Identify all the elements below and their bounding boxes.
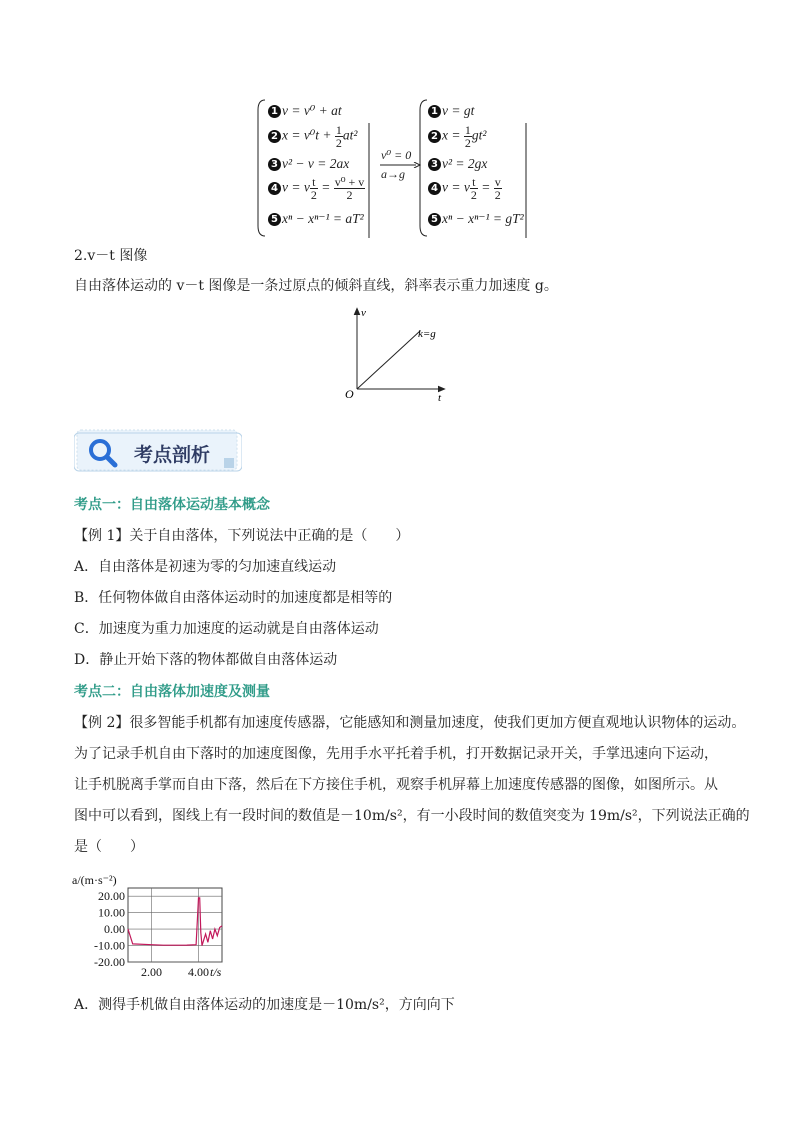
example-1-option-c[interactable]: C．加速度为重力加速度的运动就是自由落体运动 <box>74 621 379 637</box>
chart-y-tick-label: -20.00 <box>94 955 125 969</box>
search-icon <box>88 438 118 468</box>
chart-x-tick-label: 4.00 <box>188 965 209 979</box>
section-description-vt: 自由落体运动的 v－t 图像是一条过原点的倾斜直线，斜率表示重力加速度 g。 <box>74 278 558 294</box>
example-1-option-a[interactable]: A．自由落体是初速为零的匀加速直线运动 <box>74 559 337 575</box>
formula-right-5: 5 xⁿ − xⁿ⁻¹ = gT² <box>428 211 524 227</box>
example-1-option-d[interactable]: D．静止开始下落的物体都做自由落体运动 <box>74 652 338 668</box>
formula-right-3: 3 v² = 2gx <box>428 156 487 172</box>
example-2-option-a[interactable]: A．测得手机做自由落体运动的加速度是－10m/s²，方向向下 <box>74 997 455 1013</box>
formula-right-1: 1 v = gt <box>428 103 474 119</box>
formula-right-2: 2 x = $\frac{1}{2}$ gt² <box>428 124 486 149</box>
vt-origin-label: O <box>345 387 354 401</box>
keypoint-2-title: 考点二：自由落体加速度及测量 <box>74 684 270 700</box>
chart-y-tick-label: 0.00 <box>104 922 125 937</box>
example-2-line-1: 【例 2】很多智能手机都有加速度传感器，它能感知和测量加速度，使我们更加方便直观地认识物体的运动。 <box>74 715 746 731</box>
formula-right-4: 4 v = v $\frac{t}{2}$ = $\frac{v}{2}$ <box>428 176 502 201</box>
section-heading-vt: 2.v－t 图像 <box>74 248 148 264</box>
formula-left-1: 1 v = v⁰ + at <box>268 103 342 119</box>
example-2-line-3: 让手机脱离手掌而自由下落，然后在下方接住手机，观察手机屏幕上加速度传感器的图像，如图所示。从 <box>74 777 718 793</box>
vt-y-label: v <box>361 307 366 319</box>
chart-y-tick-label: -10.00 <box>94 938 125 953</box>
formula-left-4: 4 v = v $\frac{t}{2}$ = $\frac{\text{v⁰ + v}}{2}$ <box>268 176 365 201</box>
example-2-line-4: 图中可以看到，图线上有一段时间的数值是－10m/s²，有一小段时间的数值突变为 19m/s²，下列说法正确的 <box>74 808 750 824</box>
chart-x-axis-label: t/s <box>210 965 222 979</box>
example-2-line-5: 是（ ） <box>74 839 144 855</box>
vt-x-label: t <box>438 392 442 404</box>
vt-slope-label: k=g <box>418 328 436 340</box>
section-banner <box>74 428 242 474</box>
formula-left-5: 5 xⁿ − xⁿ⁻¹ = aT² <box>268 211 364 227</box>
example-1-stem: 【例 1】关于自由落体，下列说法中正确的是（ ） <box>74 528 410 544</box>
chart-y-tick-label: 20.00 <box>98 889 125 904</box>
banner-title: 考点剖析 <box>134 444 211 466</box>
arrow-condition-bottom: a→g <box>381 167 405 181</box>
chart-y-tick-label: 10.00 <box>98 905 125 920</box>
chart-frame <box>128 888 222 962</box>
acceleration-chart <box>70 872 230 980</box>
chart-x-tick-label: 2.00 <box>141 965 162 979</box>
example-1-option-b[interactable]: B．任何物体做自由落体运动时的加速度都是相等的 <box>74 590 393 606</box>
example-2-line-2: 为了记录手机自由下落时的加速度图像，先用手水平托着手机，打开数据记录开关，手掌迅速向下运动， <box>74 746 718 762</box>
arrow-condition-top: v⁰ = 0 <box>381 148 412 162</box>
vt-graph <box>340 305 455 405</box>
chart-series-line <box>128 898 222 946</box>
chart-y-axis-label: a/(m·s⁻²) <box>72 873 117 887</box>
formula-left-3: 3 v² − v = 2ax <box>268 156 349 172</box>
formula-left-2: 2 x = v⁰t + $\frac{1}{2}$ at² <box>268 124 357 149</box>
keypoint-1-title: 考点一：自由落体运动基本概念 <box>74 497 270 513</box>
